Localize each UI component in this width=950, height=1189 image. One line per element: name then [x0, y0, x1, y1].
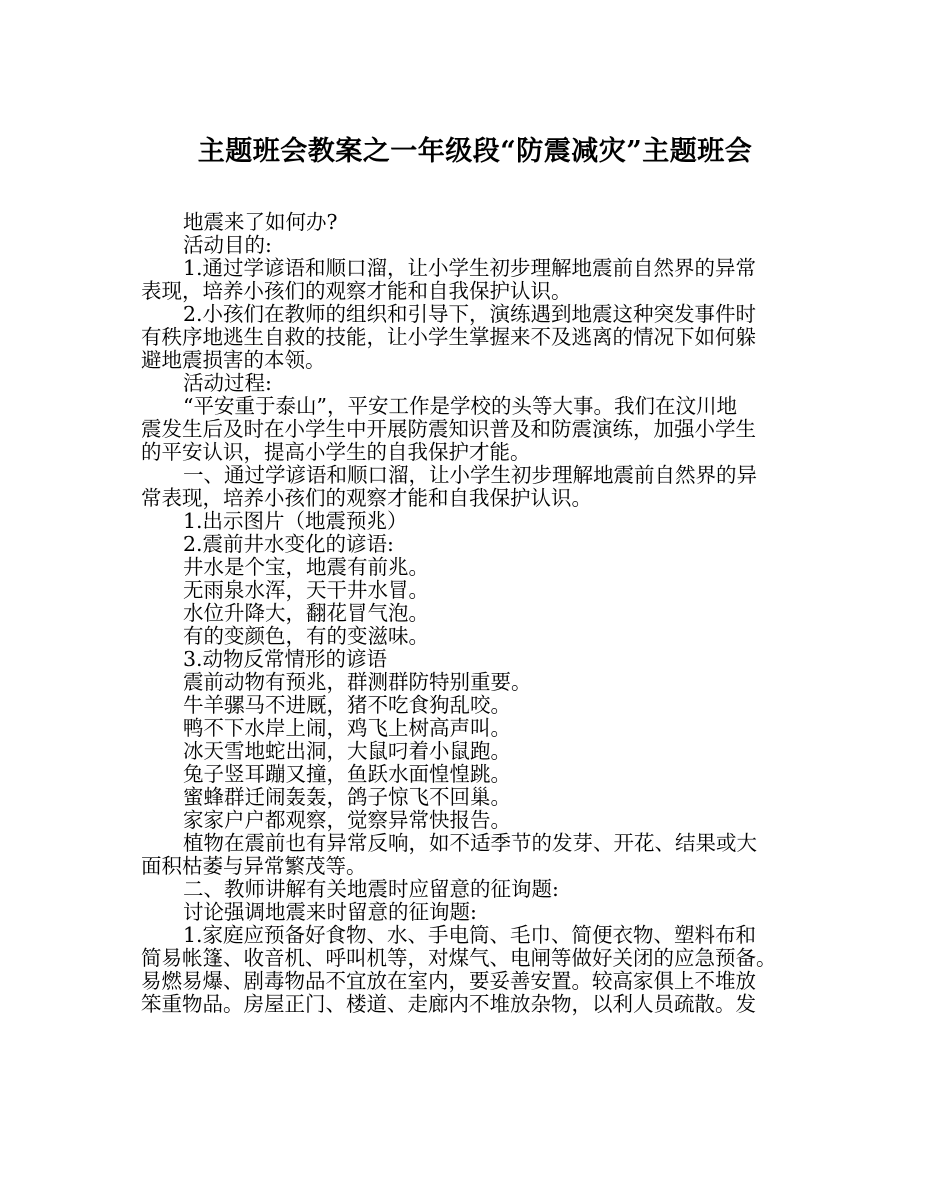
document-body: [141, 211, 813, 1016]
paragraph-line: 蜜蜂群迁闹轰轰，鸽子惊飞不回巢。: [183, 785, 511, 809]
paragraph-line: 二、教师讲解有关地震时应留意的征询题:: [183, 877, 559, 901]
paragraph-line: 活动过程:: [183, 371, 272, 395]
paragraph-line: 植物在震前也有异常反响，如不适季节的发芽、开花、结果或大: [183, 831, 757, 855]
paragraph-line: 1.家庭应预备好食物、水、手电筒、毛巾、简便衣物、塑料布和: [183, 923, 757, 947]
paragraph-line: 无雨泉水浑，天干井水冒。: [183, 578, 429, 602]
paragraph-line: 震前动物有预兆，群测群防特别重要。: [183, 670, 532, 694]
paragraph-line: 3.动物反常情形的谚语: [183, 647, 388, 671]
paragraph-line: 1.出示图片（地震预兆）: [183, 509, 408, 533]
paragraph-line: 2.震前井水变化的谚语:: [183, 532, 394, 556]
paragraph-line: 2.小孩们在教师的组织和引导下，演练遇到地震这种突发事件时: [183, 302, 757, 326]
paragraph-line: 简易帐篷、收音机、呼叫机等，对煤气、电闸等做好关闭的应急预备。: [141, 946, 777, 970]
paragraph-line: “平安重于泰山”，平安工作是学校的头等大事。我们在汶川地: [183, 394, 737, 418]
paragraph-line: 地震来了如何办?: [183, 210, 338, 234]
paragraph-line: 讨论强调地震来时留意的征询题:: [183, 900, 477, 924]
paragraph-line: 兔子竖耳蹦又撞，鱼跃水面惶惶跳。: [183, 762, 511, 786]
paragraph-line: 水位升降大，翻花冒气泡。: [183, 601, 429, 625]
document-title: 主题班会教案之一年级段“防震减灾”主题班会: [197, 136, 753, 167]
paragraph-line: 震发生后及时在小学生中开展防震知识普及和防震演练，加强小学生: [141, 417, 756, 441]
paragraph-line: 面积枯萎与异常繁茂等。: [141, 854, 367, 878]
paragraph-line: 1.通过学谚语和顺口溜，让小学生初步理解地震前自然界的异常: [183, 256, 757, 280]
paragraph-line: 表现，培养小孩们的观察才能和自我保护认识。: [141, 279, 572, 303]
paragraph-line: 易燃易爆、剧毒物品不宜放在室内，要妥善安置。较高家俱上不堆放: [141, 969, 756, 993]
paragraph-line: 一、通过学谚语和顺口溜，让小学生初步理解地震前自然界的异: [183, 463, 757, 487]
paragraph-line: 避地震损害的本领。: [141, 348, 326, 372]
paragraph-line: 的平安认识，提高小学生的自我保护才能。: [141, 440, 531, 464]
paragraph-line: 笨重物品。房屋正门、楼道、走廊内不堆放杂物，以利人员疏散。发: [141, 992, 756, 1016]
paragraph-line: 有秩序地逃生自救的技能，让小学生掌握来不及逃离的情况下如何躲: [141, 325, 756, 349]
paragraph-line: 常表现，培养小孩们的观察才能和自我保护认识。: [141, 486, 592, 510]
paragraph-line: 冰天雪地蛇出洞，大鼠叼着小鼠跑。: [183, 739, 511, 763]
paragraph-line: 家家户户都观察，觉察异常快报告。: [183, 808, 511, 832]
paragraph-line: 鸭不下水岸上闹，鸡飞上树高声叫。: [183, 716, 511, 740]
paragraph-line: 有的变颜色，有的变滋味。: [183, 624, 429, 648]
paragraph-line: 牛羊骡马不进厩，猪不吃食狗乱咬。: [183, 693, 511, 717]
paragraph-line: 活动目的:: [183, 233, 272, 257]
paragraph-line: 井水是个宝，地震有前兆。: [183, 555, 429, 579]
